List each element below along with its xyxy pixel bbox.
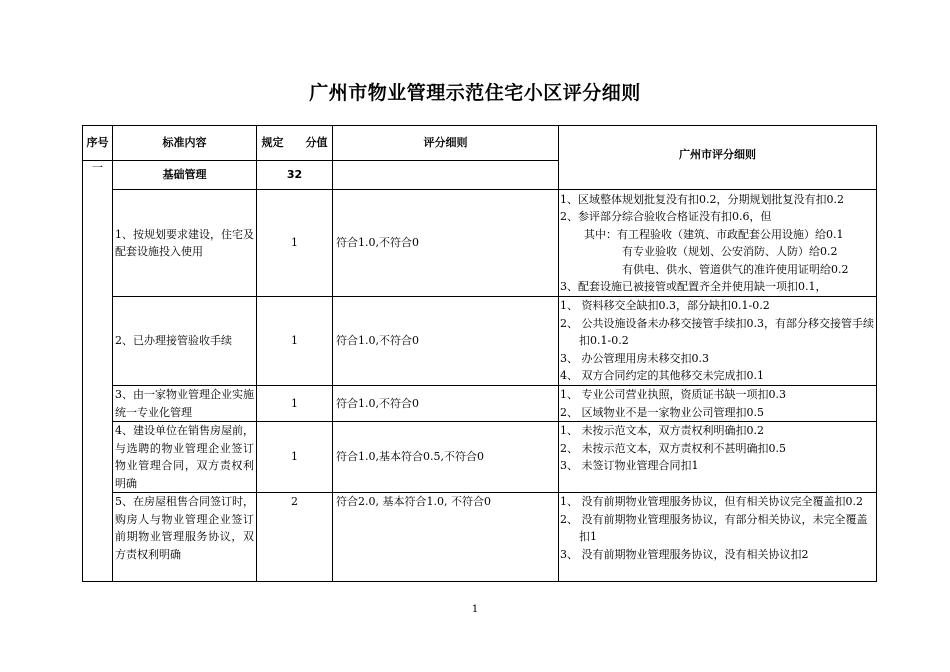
row-standard: 3、由一家物业管理企业实施统一专业化管理 <box>113 386 257 422</box>
row-standard: 1、按规划要求建设，住宅及配套设施投入使用 <box>113 190 257 297</box>
row-standard: 5、在房屋租售合同签订时，购房人与物业管理企业签订前期物业管理服务协议，双方责权利明确 <box>113 493 257 582</box>
table-row <box>83 190 877 297</box>
document-title: 广州市物业管理示范住宅小区评分细则 <box>309 82 641 104</box>
detail-line: 3、 没有前期物业管理服务协议，没有相关协议扣2 <box>560 547 809 561</box>
detail-line: 1、 未按示范文本，双方责权利明确扣0.2 <box>560 424 764 437</box>
table-row <box>83 493 877 582</box>
table-header-row <box>83 126 877 161</box>
detail-line: 4、 双方合同约定的其他移交未完成扣0.1 <box>560 369 764 383</box>
row-score: 1 <box>257 297 333 386</box>
row-standard: 4、建设单位在销售房屋前，与选聘的物业管理企业签订物业管理合同，双方责权利明确 <box>113 422 257 493</box>
header-score: 规定 分值 <box>257 126 333 161</box>
detail-line: 1、区域整体规划批复没有扣0.2，分期规划批复没有扣0.2 <box>560 192 844 206</box>
detail-line: 3、 办公管理用房未移交扣0.3 <box>560 351 709 365</box>
detail-line: 2、 公共设施设备未办移交接管手续扣0.3，有部分移交接管手续扣0.1-0.2 <box>560 316 874 348</box>
detail-line: 有专业验收（规划、公安消防、人防）给0.2 <box>622 245 838 258</box>
row-detail <box>559 422 877 493</box>
row-detail <box>559 190 877 297</box>
table-row <box>83 386 877 422</box>
row-criteria: 符合1.0,不符合0 <box>333 297 559 386</box>
section-criteria-empty <box>333 161 559 190</box>
row-standard: 2、已办理接管验收手续 <box>113 297 257 386</box>
detail-line: 2、 未按示范文本，双方责权利不甚明确扣0.5 <box>560 441 786 455</box>
section-seq: 一 <box>83 161 113 582</box>
detail-line: 3、 未签订物业管理合同扣1 <box>560 459 699 472</box>
table-row <box>83 297 877 386</box>
scoring-table <box>82 125 877 582</box>
page-number: 1 <box>471 604 479 615</box>
row-score: 1 <box>257 422 333 493</box>
header-gz-detail: 广州市评分细则 <box>559 126 877 190</box>
section-name: 基础管理 <box>113 161 257 190</box>
row-detail <box>559 493 877 582</box>
row-criteria: 符合1.0,不符合0 <box>333 190 559 297</box>
row-criteria: 符合2.0, 基本符合1.0, 不符合0 <box>333 493 559 582</box>
detail-line: 1、 没有前期物业管理服务协议，但有相关协议完全覆盖扣0.2 <box>560 495 863 508</box>
section-score: 32 <box>257 161 333 190</box>
header-standard: 标准内容 <box>113 126 257 161</box>
detail-line: 有供电、供水、管道供气的准许使用证明给0.2 <box>622 262 849 276</box>
detail-line: 1、 资料移交全缺扣0.3，部分缺扣0.1-0.2 <box>560 299 770 313</box>
header-criteria: 评分细则 <box>333 126 559 161</box>
row-criteria: 符合1.0,基本符合0.5,不符合0 <box>333 422 559 493</box>
detail-line: 2、参评部分综合验收合格证没有扣0.6，但 <box>560 210 772 223</box>
detail-line: 2、 区域物业不是一家物业公司管理扣0.5 <box>560 405 764 419</box>
row-detail <box>559 386 877 422</box>
detail-line: 其中：有工程验收（建筑、市政配套公用设施）给0.1 <box>584 227 844 241</box>
detail-line: 2、 没有前期物业管理服务协议，有部分相关协议，未完全覆盖扣1 <box>560 512 868 543</box>
row-score: 1 <box>257 386 333 422</box>
row-score: 1 <box>257 190 333 297</box>
row-detail <box>559 297 877 386</box>
row-criteria: 符合1.0,不符合0 <box>333 386 559 422</box>
row-score: 2 <box>257 493 333 582</box>
detail-line: 3、配套设施已被接管或配置齐全并使用缺一项扣0.1， <box>560 280 827 293</box>
detail-line: 1、 专业公司营业执照，资质证书缺一项扣0.3 <box>560 388 786 401</box>
table-row <box>83 422 877 493</box>
header-seq: 序号 <box>83 126 113 161</box>
